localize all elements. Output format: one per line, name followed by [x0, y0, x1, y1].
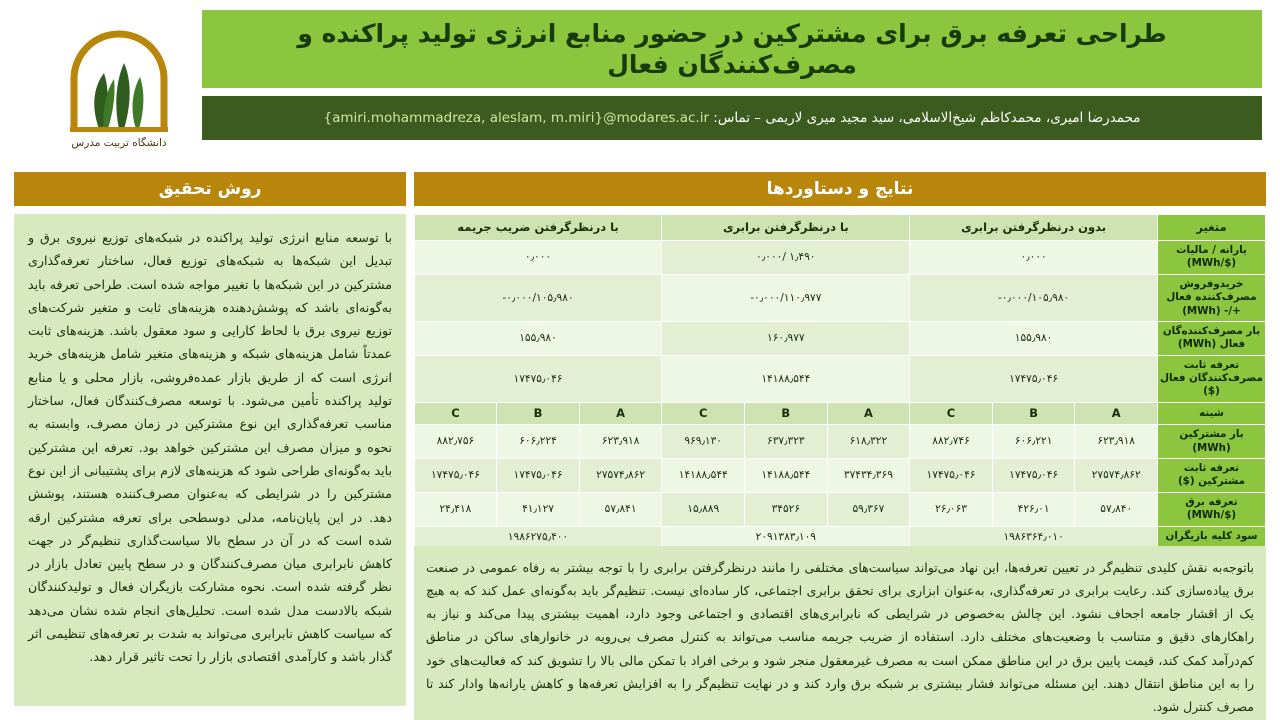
- cell-value: ۱۵٫۸۸۹: [662, 492, 745, 526]
- author-list: [323, 110, 1140, 126]
- row-label: تعرفه برق ($/MWh): [1158, 492, 1266, 526]
- cell-value: ۱۴۱۸۸٫۵۴۴: [662, 355, 910, 402]
- table-row: [414, 355, 1265, 402]
- cell-value: ۱۷۴۷۵٫۰۴۶: [992, 459, 1075, 493]
- cell-value: ۵۷٫۸۴۰: [1075, 492, 1158, 526]
- cell-value: ۸۸۲٫۷۴۶: [910, 425, 993, 459]
- cell-value: ۱۷۴۷۵٫۰۴۶: [414, 459, 497, 493]
- row-label: بار مصرف‌کننده‌گان فعال (MWh): [1158, 321, 1266, 355]
- cell-value: ۶۰۶٫۲۲۴: [497, 425, 580, 459]
- cell-value: ۱۶۰٫۹۷۷: [662, 321, 910, 355]
- poster-header: [0, 0, 1280, 160]
- cell-value: ۹۶۹٫۱۳۰: [662, 425, 745, 459]
- row-label: تعرفه ثابت مشترکین ($): [1158, 459, 1266, 493]
- cell-value: ۱۷۴۷۵٫۰۴۶: [497, 459, 580, 493]
- table-row: [414, 241, 1265, 275]
- cell-value: ۶۱۸٫۳۲۲: [827, 425, 910, 459]
- col-with-equity: با درنظرگرفتن برابری: [662, 215, 910, 241]
- logo-caption: دانشگاه تربیت مدرس: [71, 137, 167, 149]
- table-row: [414, 492, 1265, 526]
- conclusion-text: باتوجه‌به نقش کلیدی تنظیم‌گر در تعیین تعرفه‌ها، این نهاد می‌تواند سیاست‌های مختلفی را مانند درنظرگرفتن برابری را با توجه بیشتر به رفاه عمومی در صنعت برق پیاده‌سازی کند. رعایت برابری در تعرفه‌گذاری، به‌عنوان ابزاری برای تحقق برابری اجتماعی، کار ساده‌ای نیست. تنظیم‌گر باید به‌گونه‌ای عمل کند که به هیچ یک از اقشار جامعه اجحاف نشود. این چالش به‌خصوص در شرایطی که نابرابری‌های اقتصادی و اجتماعی وجود دارد، اهمیت بیشتری پیدا می‌کند و نیاز به راهکارهای دقیق و متناسب با وضعیت‌های مختلف دارد. استفاده از ضریب جریمه مناسب می‌تواند به کنترل مصرف بی‌رویه در خانوارهای ساکن در مناطق کم‌درآمد کمک کند، قیمت پایین برق در این مناطق ممکن است به مصرف غیرمعقول منجر شود و برخی افراد با تمکن مالی بالا را تشویق کند که فعالیت‌های خود را به این مناطق انتقال دهند. این مسئله می‌تواند فشار بیشتری بر شبکه برق وارد کند و در نهایت تنظیم‌گر را به افزایش تعرفه‌ها و کاهش یارانه‌ها وادار کند تا مصرف کنترل شود.: [426, 560, 1254, 714]
- cell-value: -۰٫۰۰۰/۱۰۵٫۹۸۰: [414, 274, 662, 321]
- cell-value: ۳۴۵۲۶: [745, 492, 828, 526]
- poster-author-band: [202, 96, 1262, 140]
- cell-value: ۲۷۵۷۴٫۸۶۲: [1075, 459, 1158, 493]
- cell-value: ۵۷٫۸۴۱: [579, 492, 662, 526]
- bus-label: A: [1075, 402, 1158, 425]
- row-label: بار مشترکین (MWh): [1158, 425, 1266, 459]
- research-method-panel: [14, 214, 406, 706]
- cell-value: ۲۷۵۷۴٫۸۶۲: [579, 459, 662, 493]
- cell-value: ۱۴۱۸۸٫۵۴۴: [662, 459, 745, 493]
- bus-label: C: [910, 402, 993, 425]
- bus-label: B: [745, 402, 828, 425]
- conclusion-panel: [414, 546, 1266, 720]
- cell-value: ۸۸۲٫۷۵۶: [414, 425, 497, 459]
- bus-label: B: [497, 402, 580, 425]
- author-names: محمدرضا امیری، محمدکاظم شیخ‌الاسلامی، سید مجید میری لاریمی – تماس:: [713, 110, 1141, 126]
- results-table: [414, 214, 1266, 548]
- cell-value: ۳۷۴۳۴٫۳۶۹: [827, 459, 910, 493]
- cell-value: ۶۳۷٫۳۲۳: [745, 425, 828, 459]
- author-emails: {amiri.mohammadreza, aleslam, m.miri}@modares.ac.ir: [323, 110, 709, 126]
- bus-label: A: [827, 402, 910, 425]
- page-title: طراحی تعرفه برق برای مشترکین در حضور منابع انرژی تولید پراکنده و مصرف‌کنندگان فعال: [297, 18, 1167, 79]
- col-without-equity: بدون درنظرگرفتن برابری: [910, 215, 1158, 241]
- row-label: سود کلیه بازیگران: [1158, 526, 1266, 547]
- row-label: تعرفه ثابت مصرف‌کنندگان فعال ($): [1158, 355, 1266, 402]
- col-variable: متغیر: [1158, 215, 1266, 241]
- cell-value: ۴۲۶٫۰۱: [992, 492, 1075, 526]
- university-logo: [14, 8, 224, 158]
- cell-value: ۴۱٫۱۲۷: [497, 492, 580, 526]
- results-panel: [414, 214, 1266, 714]
- cell-value: ۶۲۳٫۹۱۸: [579, 425, 662, 459]
- poster-title-band: [202, 10, 1262, 88]
- table-row: [414, 425, 1265, 459]
- cell-value: ۱۷۴۷۵٫۰۴۶: [910, 355, 1158, 402]
- table-row: [414, 459, 1265, 493]
- col-with-penalty: با درنظرگرفتن ضریب جریمه: [414, 215, 662, 241]
- cell-value: ۱۹۸۶۳۶۴٫۰۱۰: [910, 526, 1158, 547]
- bus-label: B: [992, 402, 1075, 425]
- cell-value: ۱۵۵٫۹۸۰: [414, 321, 662, 355]
- cell-value: ۶۲۳٫۹۱۸: [1075, 425, 1158, 459]
- table-subheader-row: [414, 402, 1265, 425]
- cell-value: ۲۶٫۰۶۳: [910, 492, 993, 526]
- cell-value: ۱۷۴۷۵٫۰۴۶: [414, 355, 662, 402]
- section-heading-results: [414, 172, 1266, 206]
- cell-value: ۱۷۴۷۵٫۰۴۶: [910, 459, 993, 493]
- table-total-row: [414, 526, 1265, 547]
- cell-value: ۵۹٫۳۶۷: [827, 492, 910, 526]
- section-heading-results-label: نتایج و دستاوردها: [766, 179, 914, 199]
- cell-value: -۰٫۰۰۰/۱۱۰٫۹۷۷: [662, 274, 910, 321]
- cell-value: ۰٫۰۰۰: [414, 241, 662, 275]
- cell-value: ۱۴۱۸۸٫۵۴۴: [745, 459, 828, 493]
- research-method-text: با توسعه منابع انرژی تولید پراکنده در شبکه‌های توزیع نیروی برق و تبدیل این شبکه‌ها به شبکه‌های توزیع فعال، ساختار تعرفه‌گذاری مشترکین در این شبکه‌ها با تغییر مواجه شده است. طراحی تعرفه باید به‌گونه‌ای باشد که پوشش‌دهنده هزینه‌های ثابت و متغیر شرکت‌های توزیع نیروی برق با لحاظ کارایی و سود معقول باشد. هزینه‌های ثابت عمدتاً شامل هزینه‌های شبکه و هزینه‌های متغیر شامل هزینه‌های خرید انرژی است که از طریق بازار عمده‌فروشی، بازار محلی و یا منابع تولید پراکنده تأمین می‌شود. با توسعه مصرف‌کنندگان فعال، ساختار مناسب تعرفه‌گذاری این نوع مشترکین در زمان مصرف، وابسته به نحوه و میزان مصرف این مشترکین خواهد بود. تعرفه این مشترکین باید به‌گونه‌ای طراحی شود که هزینه‌های لازم برای پشتیبانی از این نوع مشترکین را در شرایطی که به‌عنوان مصرف‌کننده هستند، پوشش دهد. در این پایان‌نامه، مدلی دوسطحی برای تعرفه مشترکین ارقه شده است که در آن در سطح بالا سیاست‌گذاری تنظیم‌گر در جهت کاهش نابرابری میان مصرف‌کنندگان و در سطح پایین تعادل بازار در نظر گرفته شده است. نحوه مشارکت بازیگران فعال و تولیدکنندگان شبکه بالادست مدل شده است. تحلیل‌های انجام شده نشان می‌دهد که سیاست کاهش نابرابری می‌تواند به شدت بر تعرفه‌های تنظیمی اثر گذار باشد و کارآمدی اقتصادی بازار را تحت تاثیر قرار دهد.: [28, 230, 392, 665]
- cell-value: ۰٫۰۰۰: [910, 241, 1158, 275]
- row-label: یارانه / مالیات ($/MWh): [1158, 241, 1266, 275]
- table-row: [414, 321, 1265, 355]
- cell-value: ۱۵۵٫۹۸۰: [910, 321, 1158, 355]
- row-label: خرید‌و‌فروش مصرف‌کننده فعال +/- (MWh): [1158, 274, 1266, 321]
- cell-value: ۱۹۸۶۲۷۵٫۴۰۰: [414, 526, 662, 547]
- row-label: شینه: [1158, 402, 1266, 425]
- table-row: [414, 274, 1265, 321]
- section-heading-method: [14, 172, 406, 206]
- table-header-row: [414, 215, 1265, 241]
- bus-label: A: [579, 402, 662, 425]
- cell-value: ۶۰۶٫۲۲۱: [992, 425, 1075, 459]
- bus-label: C: [414, 402, 497, 425]
- cell-value: ۲۴٫۴۱۸: [414, 492, 497, 526]
- cell-value: ۰٫۰۰۰/ ۱٫۴۹۰: [662, 241, 910, 275]
- logo-mark: [44, 17, 194, 135]
- section-heading-method-label: روش تحقیق: [158, 179, 262, 199]
- bus-label: C: [662, 402, 745, 425]
- cell-value: -۰٫۰۰۰/۱۰۵٫۹۸۰: [910, 274, 1158, 321]
- cell-value: ۲۰۹۱۳۸۳٫۱۰۹: [662, 526, 910, 547]
